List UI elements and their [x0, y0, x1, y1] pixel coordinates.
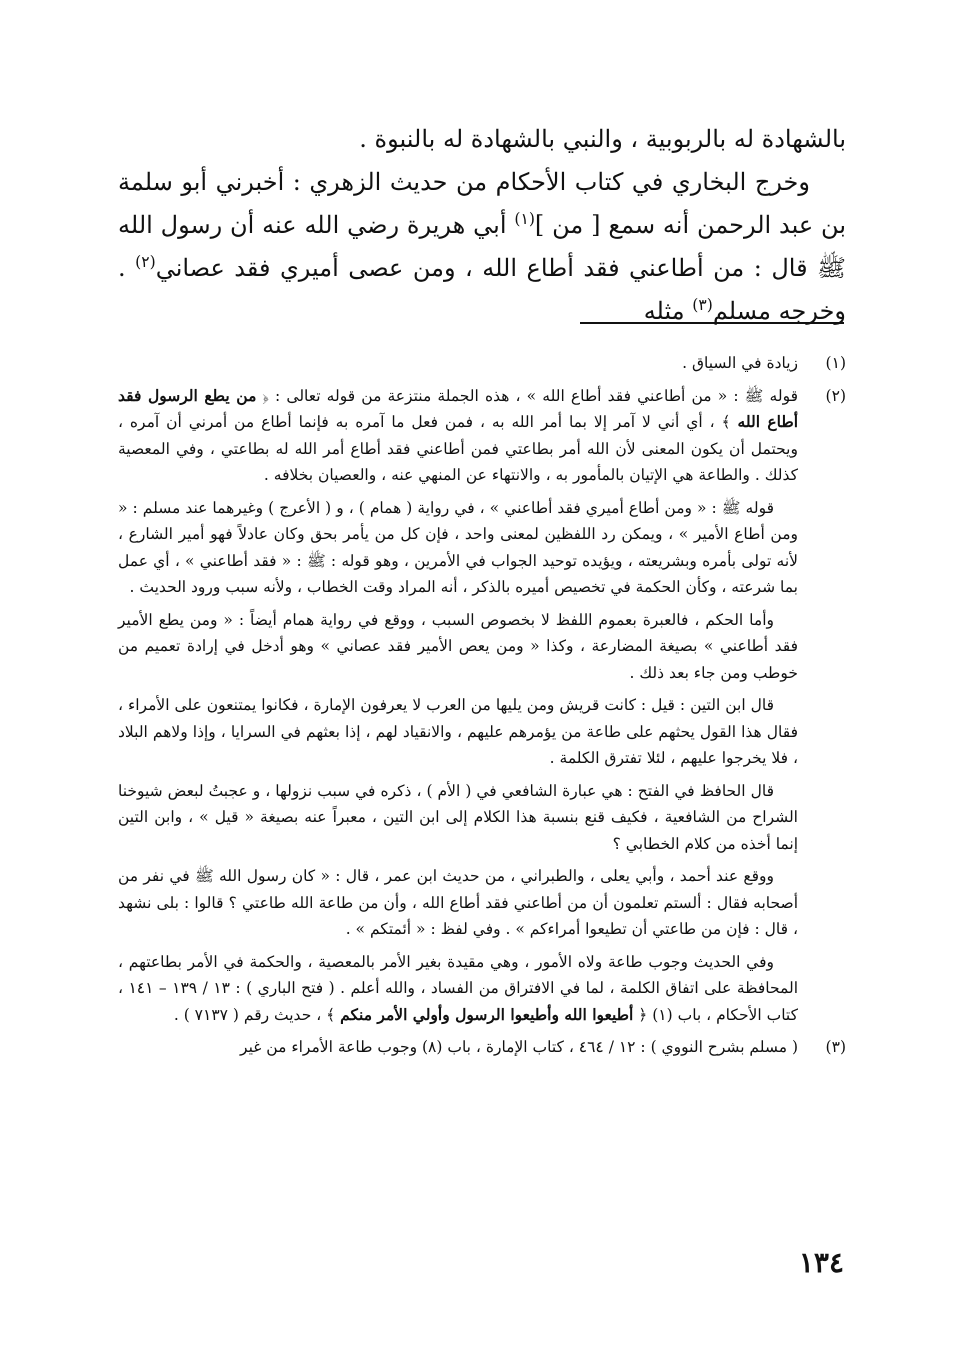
quran-verse: أطيعوا الله وأطيعوا الرسول وأولي الأمر منكم	[340, 1004, 634, 1024]
main-line-1: بالشهادة له بالربوبية ، والنبي بالشهادة له بالنبوة .	[359, 125, 846, 153]
footnote-number: (٢)	[825, 386, 846, 405]
footnote-ref-1: (١)	[514, 210, 535, 228]
main-text	[118, 118, 846, 333]
footnote-paragraph: ووقع عند أحمد ، وأبي يعلى ، والطبراني ، من حديث ابن عمر ، قال : « كان رسول الله ﷺ في نفر من أصحابه فقال : ألستم تعلمون أن من أطاعني فقد أطاع الله ، وأن من طاعة الله طاعتي ؟ قالوا : بلى نشهد ، قال : فإن من طاعتي أن تطيعوا أمراءكم » . وفي لفظ : « أئمتكم » .	[118, 867, 798, 938]
footnote-paragraph: وأما الحكم ، فالعبرة بعموم اللفظ لا بخصوص السبب ، ووقع في رواية همام أيضاً : « ومن يطع الأمير فقد أطاعني » بصيغة المضارعة ، وكذا « ومن يعص الأمير فقد عصاني » وهو أدخل في إرادة تعميم من خوطب ومن جاء بعد ذلك .	[118, 610, 798, 682]
main-paragraph-2-part-b: أبي هريرة رضي الله عنه أن رسول الله ﷺ قال : من أطاعني فقد أطاع الله ، ومن عصى أميري فقد عصاني	[118, 211, 846, 282]
footnote-text-part: وفي الحديث وجوب طاعة ولاه الأمور ، وهي مقيدة بغير الأمر بالمعصية ، والحكمة في الأمر بطاعتهم ، المحافظة على اتفاق الكلمة ، لما في الافتراق من الفساد ، والله أعلم . ( فتح الباري ) : ١٣ / ١٣٩ – ١٤١ ، كتاب الأحكام ، باب (١) ﴿	[118, 952, 799, 1024]
footnote-text-part: ﴾ ، أي أني لا آمر إلا بما أمر الله به ، فمن فعل ما آمره به فإنما أطاع من أمرني أن آمره ، ويحتمل أن يكون المعنى لأن الله أمر بطاعتي فمن أطاعني فقد أطاع أمر الله له بطاعتي ، وفي المعصية كذلك . والطاعة هي الإتيان بالمأمور به ، والانتهاء عن المنهي عنه ، والعصيان بخلافه .	[118, 413, 798, 484]
footnote-ref-3: (٣)	[692, 296, 713, 314]
footnote-paragraph	[118, 949, 798, 1029]
footnote-number: (٣)	[825, 1038, 846, 1056]
footnote-3	[118, 1034, 846, 1061]
footnote-paragraph	[118, 383, 798, 489]
footnote-number: (١)	[825, 354, 846, 372]
footnote-text: زيادة في السياق .	[682, 354, 798, 372]
quran-verse: من يطع الرسول فقد أطاع الله	[118, 385, 799, 431]
main-paragraph-2	[118, 161, 846, 333]
main-paragraph-2-part-d: مثله	[643, 297, 693, 325]
main-paragraph-2-part-a: وخرج البخاري في كتاب الأحكام من حديث الزهري : أخبرني أبو سلمة بن عبد الرحمن أنه سمع [ من ]	[118, 168, 846, 239]
footnote-paragraph: قال الحافظ في الفتح : هي عبارة الشافعي في ( الأم ) ، ذكره في سبب نزولها ، و عجبتُ لبعض شيوخنا الشراح من الشافعية ، فكيف قنع بنسبة هذا الكلام إلى ابن التين ، معبراً عنه بصيغة « قيل » ، وابن التين إنما أخذه من كلام الخطابي ؟	[118, 781, 798, 853]
footnotes	[118, 350, 846, 1067]
footnote-text-part: قوله ﷺ : « من أطاعني فقد أطاع الله » ، هذه الجملة منتزعة من قوله تعالى : ﴿	[256, 386, 798, 405]
footnote-text: ( مسلم بشرح النووي ) : ١٢ / ٤٦٤ ، كتاب الإمارة ، باب (٨) وجوب طاعة الأمراء من غير	[240, 1038, 798, 1056]
footnote-ref-2: (٢)	[135, 253, 156, 271]
footnote-paragraph: قال ابن التين : قيل : كانت قريش ومن يليها من العرب لا يعرفون الإمارة ، فكانوا يمتنعون على الأمراء ، فقال هذا القول يحثهم على طاعة من يؤمرهم عليهم ، والانقياد لهم ، إذا بعثهم في السرايا ، وإذا ولاهم البلاد ، فلا يخرجوا عليهم ، لئلا تفترق الكلمة .	[118, 696, 798, 767]
footnote-2	[118, 383, 846, 1029]
page-number: ١٣٤	[798, 1246, 844, 1279]
footnote-divider	[580, 322, 844, 324]
footnote-paragraph: قوله ﷺ : « ومن أطاع أميري فقد أطاعني » ، في رواية ( همام ) ، و ( الأعرج ) وغيرهما عند مسلم : « ومن أطاع الأمير » ، ويمكن رد اللفظين لمعنى واحد ، فإن كل من يأمر بحق وكان عادلاً فهو أمير الشارع ، لأنه تولى بأمره وبشريعته ، ويؤيده توحيد الجواب في الأمرين ، وهو قوله : ﷺ : « فقد أطاعني » ، أي عمل بما شرعته ، وكأن الحكمة في تخصيص أميره بالذكر ، أنه المراد وقت الخطاب ، ولأنه سبب ورود الحديث .	[118, 498, 798, 596]
main-paragraph-2-part-c: . وخرجه مسلم	[118, 254, 846, 325]
footnote-text-part: ﴾ ، حديث رقم ( ٧١٣٧ ) .	[173, 1005, 341, 1024]
footnote-1	[118, 350, 846, 377]
